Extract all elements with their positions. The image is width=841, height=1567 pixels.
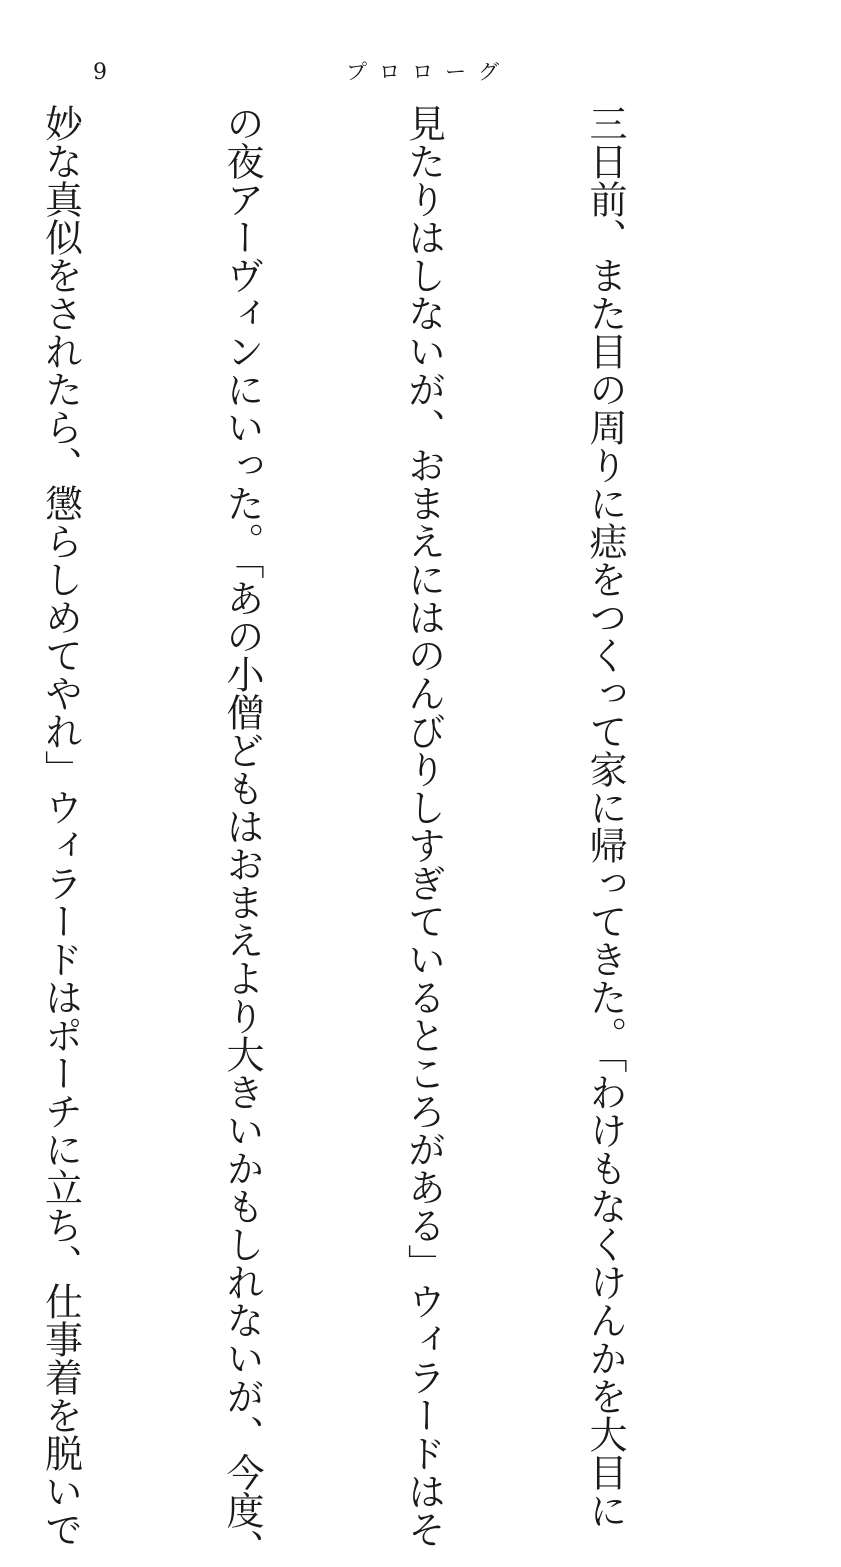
- body-text: [38, 104, 756, 1567]
- text-line: 見たりはしないが、おまえにはのんびりしすぎているところがある」ウィラードはそ: [401, 104, 446, 1548]
- text-line: 妙な真似をされたら、懲らしめてやれ」ウィラードはポーチに立ち、仕事着を脱いで: [38, 104, 83, 1548]
- running-title: プロローグ: [346, 60, 511, 84]
- page-number: 9: [93, 60, 107, 85]
- text-line: の夜アーヴィンにいった。「あの小僧どもはおまえより大きいかもしれないが、今度、: [220, 104, 264, 1567]
- text-line: 三日前、また目の周りに痣をつくって家に帰ってきた。「わけもなくけんかを大目に: [583, 104, 627, 1529]
